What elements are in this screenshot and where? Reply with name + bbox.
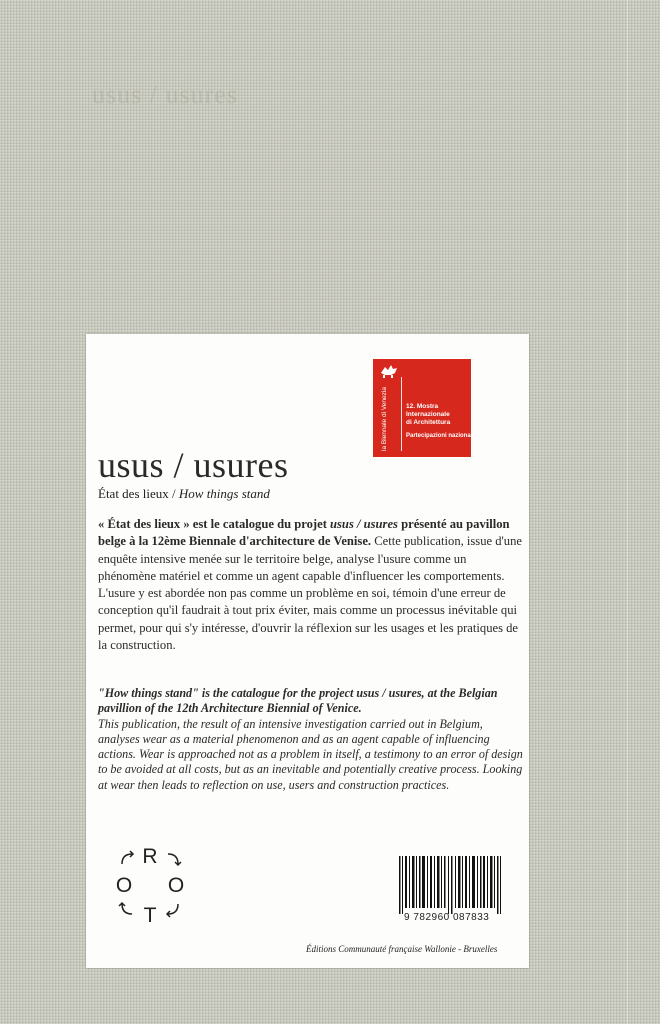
logo-letter-t: T [143, 904, 157, 927]
publisher-line: Éditions Communauté française Wallonie - Bruxelles [306, 944, 498, 954]
logo-letter-o-right: O [167, 874, 185, 897]
back-cover-label [86, 334, 529, 968]
biennale-badge [373, 359, 475, 457]
rotor-logo [114, 842, 186, 928]
book-subtitle: État des lieux / How things stand [98, 486, 270, 501]
book-title: usus / usures [98, 445, 289, 485]
biennale-subtitle: Partecipazioni nazionali [406, 433, 475, 439]
biennale-text: 12. Mostra Internazionale di Architettura [406, 403, 451, 426]
french-description: « État des lieux » est le catalogue du projet usus / usures présenté au pavillon belge à la 12ème Biennale d'architecture de Venise. Cette publication, issue d'une enquête intensive menée sur le territoire belge, analyse l'usure comme un phénomène matériel et comme un agent capable d'influencer les comportements. L'usure y est abordée non pas comme un problème en soi, témoin d'une erreur de conception qu'il faudrait à tout prix éviter, mais comme un processus inévitable qui permet, pour qui s'y intéresse, d'ouvrir la réflexion sur les usages et les pratiques de la construction. [98, 517, 522, 653]
ghost-embossed-title: usus / usures [92, 80, 238, 109]
english-description: "How things stand" is the catalogue for the project usus / usures, at the Belgian pavillion of the 12th Architecture Biennial of Venice. This publication, the result of an intensive investigation carried out in Belgium, analyses wear as a material phenomenon and as an agent capable of influencing actions. Wear is approached not as a problem in itself, a testimony to an error of design to be avoided at all costs, but as an inevitable and potentially creative process. Looking at wear then leads to reflection on use, users and construction practices. [98, 686, 523, 792]
biennale-vertical-text: la Biennale di Venezia [381, 387, 388, 451]
isbn-number: 9 782960 087833 [404, 912, 490, 923]
logo-letter-r: R [142, 845, 158, 868]
cover-fold-line [627, 0, 628, 1024]
logo-letter-o-left: O [115, 874, 133, 897]
badge-divider [401, 377, 402, 451]
